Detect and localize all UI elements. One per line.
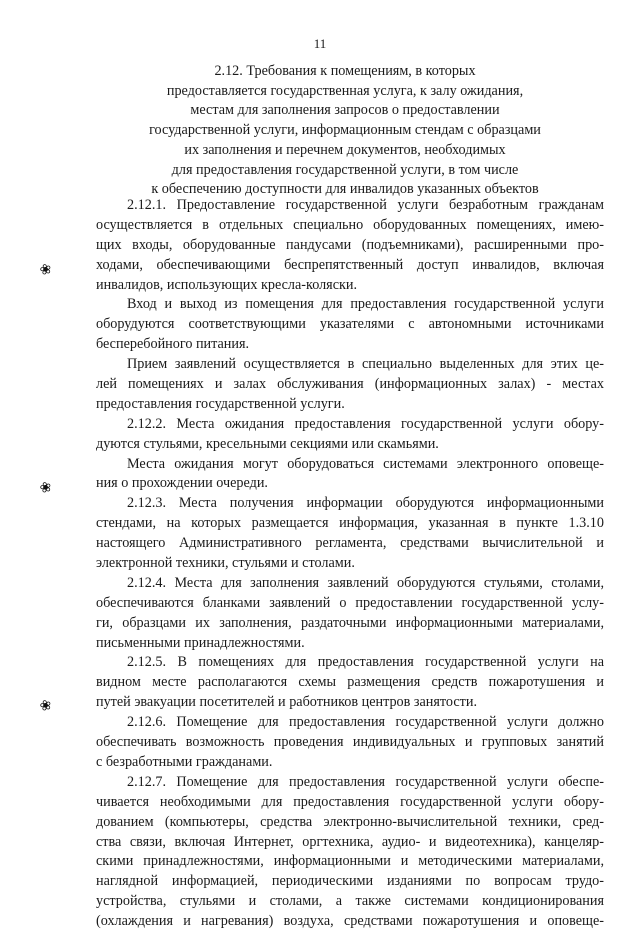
punch-hole-mark: ❀ bbox=[38, 261, 54, 280]
punch-hole-mark: ❀ bbox=[38, 479, 54, 498]
paragraph-line: предоставления государственной услуги. bbox=[96, 395, 345, 412]
paragraph-line: (охлаждения и нагревания) воздуха, средствами пожаротушения и оповеще- bbox=[96, 913, 604, 930]
paragraph-line: электронной техники, стульями и столами. bbox=[96, 555, 355, 572]
paragraph-line: устройства, стульями и столами, а также системами кондиционирования bbox=[96, 893, 604, 910]
paragraph-first-line: 2.12.3. Места получения информации оборудуются информационными bbox=[127, 495, 604, 512]
paragraph-first-line: 2.12.2. Места ожидания предоставления государственной услуги обору- bbox=[127, 415, 604, 432]
heading-line: их заполнения и перечнем документов, необходимых bbox=[184, 141, 506, 158]
paragraph-line: скими принадлежностями, информационными и методическими материалами, bbox=[96, 853, 604, 870]
paragraph-line: дуются стульями, кресельными секциями или скамьями. bbox=[96, 435, 439, 452]
heading-line: к обеспечению доступности для инвалидов указанных объектов bbox=[151, 181, 539, 198]
paragraph-first-line: Прием заявлений осуществляется в специально выделенных для этих це- bbox=[127, 356, 604, 373]
heading-line: государственной услуги, информационным стендам с образцами bbox=[149, 122, 541, 139]
paragraph-line: ходами, обеспечивающими беспрепятственный доступ инвалидов, включая bbox=[96, 256, 604, 273]
paragraph-line: инвалидов, использующих кресла-коляски. bbox=[96, 276, 358, 293]
paragraph-line: щих входы, оборудованные пандусами (подъемниками), расширенными про- bbox=[96, 236, 604, 253]
paragraph-line: путей эвакуации посетителей и работников центров занятости. bbox=[96, 694, 478, 711]
paragraph-line: ги, образцами их заполнения, раздаточными информационными материалами, bbox=[96, 614, 604, 631]
heading-line: местам для заполнения запросов о предоставлении bbox=[190, 102, 500, 119]
paragraph-line: наглядной информацией, периодическими изданиями по вопросам трудо- bbox=[96, 873, 604, 890]
paragraph-line: стендами, на которых размещается информация, указанная в пункте 1.3.10 bbox=[96, 515, 604, 532]
paragraph-line: настоящего Административного регламента, средствами вычислительной и bbox=[96, 535, 604, 552]
paragraph-line: письменными принадлежностями. bbox=[96, 634, 305, 651]
paragraph-line: лей помещениях и залах обслуживания (информационных залах) - местах bbox=[96, 376, 604, 393]
page-number: 11 bbox=[313, 36, 327, 51]
punch-hole-mark: ❀ bbox=[38, 697, 54, 716]
paragraph-first-line: 2.12.6. Помещение для предоставления государственной услуги должно bbox=[127, 714, 604, 731]
section-heading bbox=[95, 62, 595, 200]
heading-line: для предоставления государственной услуги, в том числе bbox=[171, 161, 519, 178]
paragraph-first-line: 2.12.1. Предоставление государственной услуги безработным гражданам bbox=[127, 197, 604, 213]
paragraph-line: с безработными гражданами. bbox=[96, 753, 273, 770]
paragraph-line: видном месте располагаются схемы размещения средств пожаротушения и bbox=[96, 674, 604, 691]
paragraph-line: чивается необходимыми для предоставления государственной услуги обору- bbox=[96, 793, 604, 810]
body-text bbox=[96, 196, 604, 932]
paragraph-line: обеспечивать возможность проведения индивидуальных и групповых занятий bbox=[96, 734, 604, 751]
paragraph-line: обеспечиваются бланками заявлений о предоставлении государственной услу- bbox=[96, 594, 604, 611]
paragraph-line: ния о прохождении очереди. bbox=[96, 475, 268, 492]
paragraph-line: оборудуются соответствующими указателями с автономными источниками bbox=[96, 316, 604, 333]
paragraph-line: дованием (компьютеры, средства электронно-вычислительной техники, сред- bbox=[96, 813, 604, 830]
paragraph-line: осуществляется в отдельных специально оборудованных помещениях, имею- bbox=[96, 216, 604, 233]
heading-line: 2.12. Требования к помещениям, в которых bbox=[214, 63, 476, 79]
paragraph-first-line: 2.12.5. В помещениях для предоставления государственной услуги на bbox=[127, 654, 604, 671]
paragraph-line: бесперебойного питания. bbox=[96, 336, 250, 353]
heading-line: предоставляется государственная услуга, к залу ожидания, bbox=[166, 82, 524, 99]
paragraph-first-line: Вход и выход из помещения для предоставления государственной услуги bbox=[127, 296, 604, 313]
paragraph-first-line: Места ожидания могут оборудоваться системами электронного оповеще- bbox=[127, 455, 604, 472]
paragraph-first-line: 2.12.4. Места для заполнения заявлений оборудуются стульями, столами, bbox=[127, 574, 604, 591]
paragraph-line: ства связи, включая Интернет, оргтехника, аудио- и видеотехника), канцеляр- bbox=[96, 833, 604, 850]
paragraph-first-line: 2.12.7. Помещение для предоставления государственной услуги обеспе- bbox=[127, 773, 604, 790]
